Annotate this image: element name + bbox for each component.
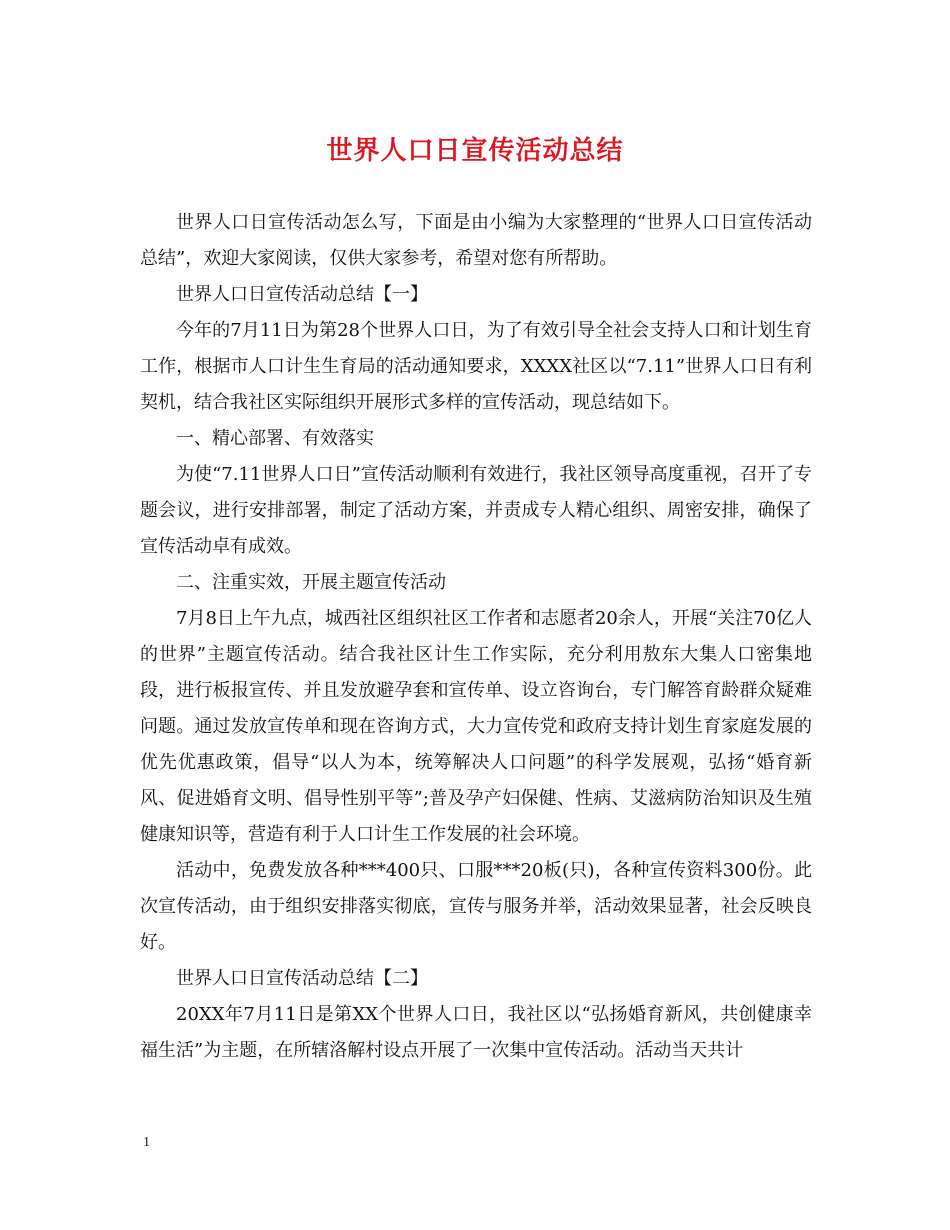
subheading: 二、注重实效，开展主题宣传活动 (176, 572, 446, 593)
page-number: 1 (143, 1135, 150, 1150)
paragraph: 活动中，免费发放各种***400只、口服***20板(只)，各种宣传资料300份。此次宣传活动，由于组织安排落实彻底，宣传与服务并举，活动效果显著，社会反映良好。 (140, 860, 812, 953)
intro-paragraph: 世界人口日宣传活动怎么写，下面是由小编为大家整理的“世界人口日宣传活动总结”，欢迎大家阅读，仅供大家参考，希望对您有所帮助。 (140, 212, 812, 269)
document-body (140, 205, 812, 1069)
section-heading-one: 世界人口日宣传活动总结【一】 (176, 284, 428, 305)
subheading: 一、精心部署、有效落实 (176, 428, 374, 449)
paragraph: 今年的7月11日为第28个世界人口日，为了有效引导全社会支持人口和计划生育工作，根据市人口计生生育局的活动通知要求，XXXX社区以“7.11”世界人口日有利契机，结合我社区实际组织开展形式多样的宣传活动，现总结如下。 (140, 320, 812, 413)
paragraph: 7月8日上午九点，城西社区组织社区工作者和志愿者20余人，开展“关注70亿人的世界”主题宣传活动。结合我社区计生工作实际，充分利用敖东大集人口密集地段，进行板报宣传、并且发放避孕套和宣传单、设立咨询台，专门解答育龄群众疑难问题。通过发放宣传单和现在咨询方式，大力宣传党和政府支持计划生育家庭发展的优先优惠政策，倡导“以人为本，统筹解决人口问题”的科学发展观，弘扬“婚育新风、促进婚育文明、倡导性别平等”;普及孕产妇保健、性病、艾滋病防治知识及生殖健康知识等，营造有利于人口计生工作发展的社会环境。 (140, 608, 812, 845)
paragraph: 20XX年7月11日是第XX个世界人口日，我社区以“弘扬婚育新风，共创健康幸福生活”为主题，在所辖洛解村设点开展了一次集中宣传活动。活动当天共计 (140, 1004, 812, 1061)
paragraph: 为使“7.11世界人口日”宣传活动顺利有效进行，我社区领导高度重视，召开了专题会议，进行安排部署，制定了活动方案，并责成专人精心组织、周密安排，确保了宣传活动卓有成效。 (140, 464, 812, 557)
section-heading-two: 世界人口日宣传活动总结【二】 (176, 968, 428, 989)
document-title: 世界人口日宣传活动总结 (326, 136, 624, 166)
